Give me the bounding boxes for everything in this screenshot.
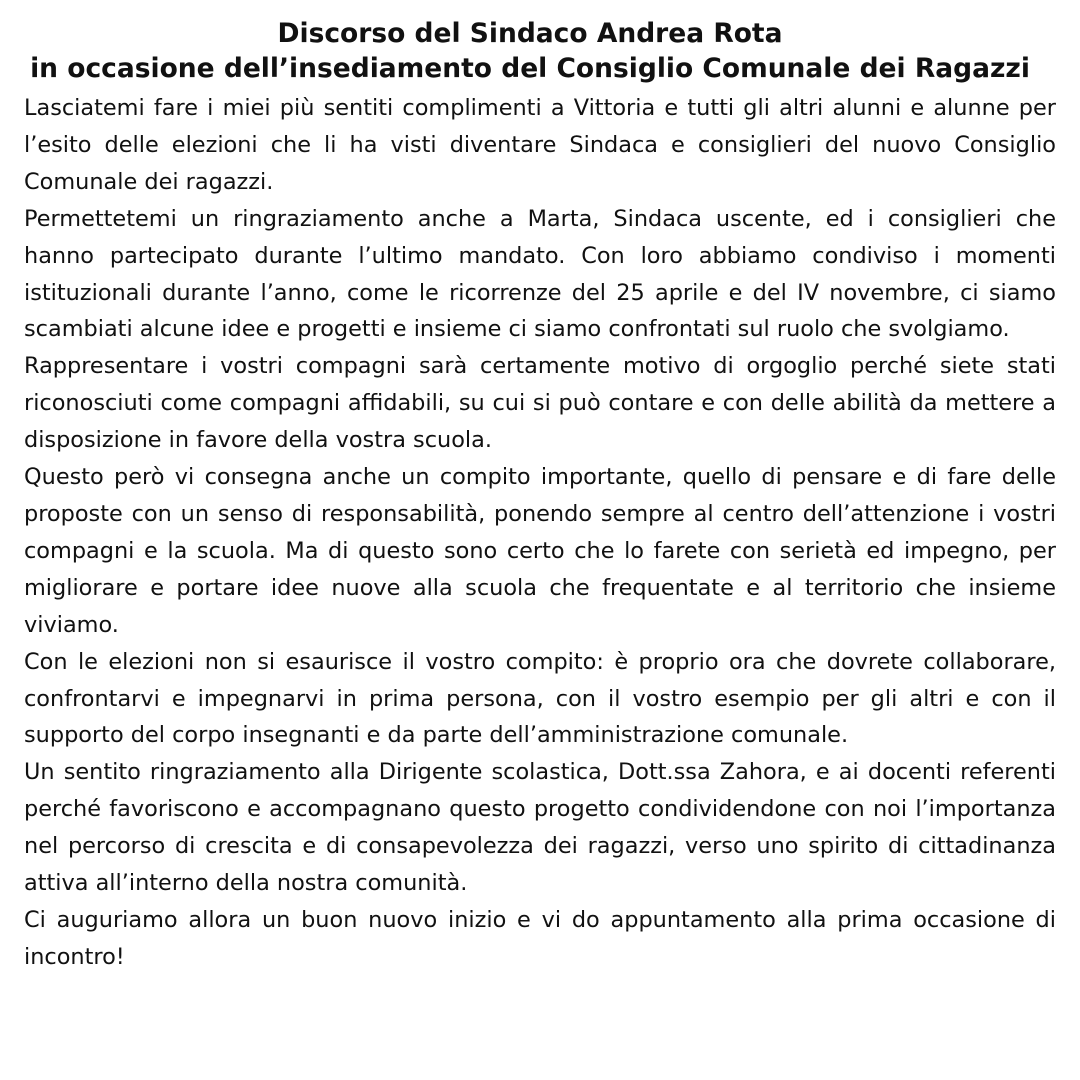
paragraph-thanks-school: Un sentito ringraziamento alla Dirigente scolastica, Dott.ssa Zahora, e ai docenti referenti perché favoriscono e accompagnano questo progetto condividendone con noi l’importanza nel percorso di crescita e di consapevolezza dei ragazzi, verso uno spirito di cittadinanza attiva all’interno della nostra comunità.	[24, 759, 1056, 897]
paragraph-thanks-outgoing: Permettetemi un ringraziamento anche a Marta, Sindaca uscente, ed i consiglieri che hanno partecipato durante l’ultimo mandato. Con loro abbiamo condiviso i momenti istituzionali durante l’anno, come le ricorrenze del 25 aprile e del IV novembre, ci siamo scambiati alcune idee e progetti e insieme ci siamo confrontati sul ruolo che svolgiamo.	[24, 205, 1056, 343]
paragraph-representation: Rappresentare i vostri compagni sarà certamente motivo di orgoglio perché siete stati riconosciuti come compagni affidabili, su cui si può contare e con delle abilità da mettere a disposizione in favore della vostra scuola.	[24, 353, 1056, 454]
paragraph-responsibility: Questo però vi consegna anche un compito importante, quello di pensare e di fare delle proposte con un senso di responsabilità, ponendo sempre al centro dell’attenzione i vostri compagni e la scuola. Ma di questo sono certo che lo farete con serietà ed impegno, per migliorare e portare idee nuove alla scuola che frequentate e al territorio che insieme viviamo.	[24, 464, 1056, 638]
document-title	[24, 16, 1056, 86]
speech-body	[24, 90, 1056, 976]
title-line-1: Discorso del Sindaco Andrea Rota	[277, 18, 783, 49]
paragraph-collaboration: Con le elezioni non si esaurisce il vostro compito: è proprio ora che dovrete collaborare, confrontarvi e impegnarvi in prima persona, con il vostro esempio per gli altri e con il supporto del corpo insegnanti e da parte dell’amministrazione comunale.	[24, 648, 1056, 749]
paragraph-congratulations: Lasciatemi fare i miei più sentiti complimenti a Vittoria e tutti gli altri alunni e alunne per l’esito delle elezioni che li ha visti diventare Sindaca e consiglieri del nuovo Consiglio Comunale dei ragazzi.	[24, 95, 1056, 195]
title-line-2: in occasione dell’insediamento del Consiglio Comunale dei Ragazzi	[30, 53, 1030, 84]
paragraph-closing: Ci auguriamo allora un buon nuovo inizio e vi do appuntamento alla prima occasione di incontro!	[24, 906, 1056, 970]
